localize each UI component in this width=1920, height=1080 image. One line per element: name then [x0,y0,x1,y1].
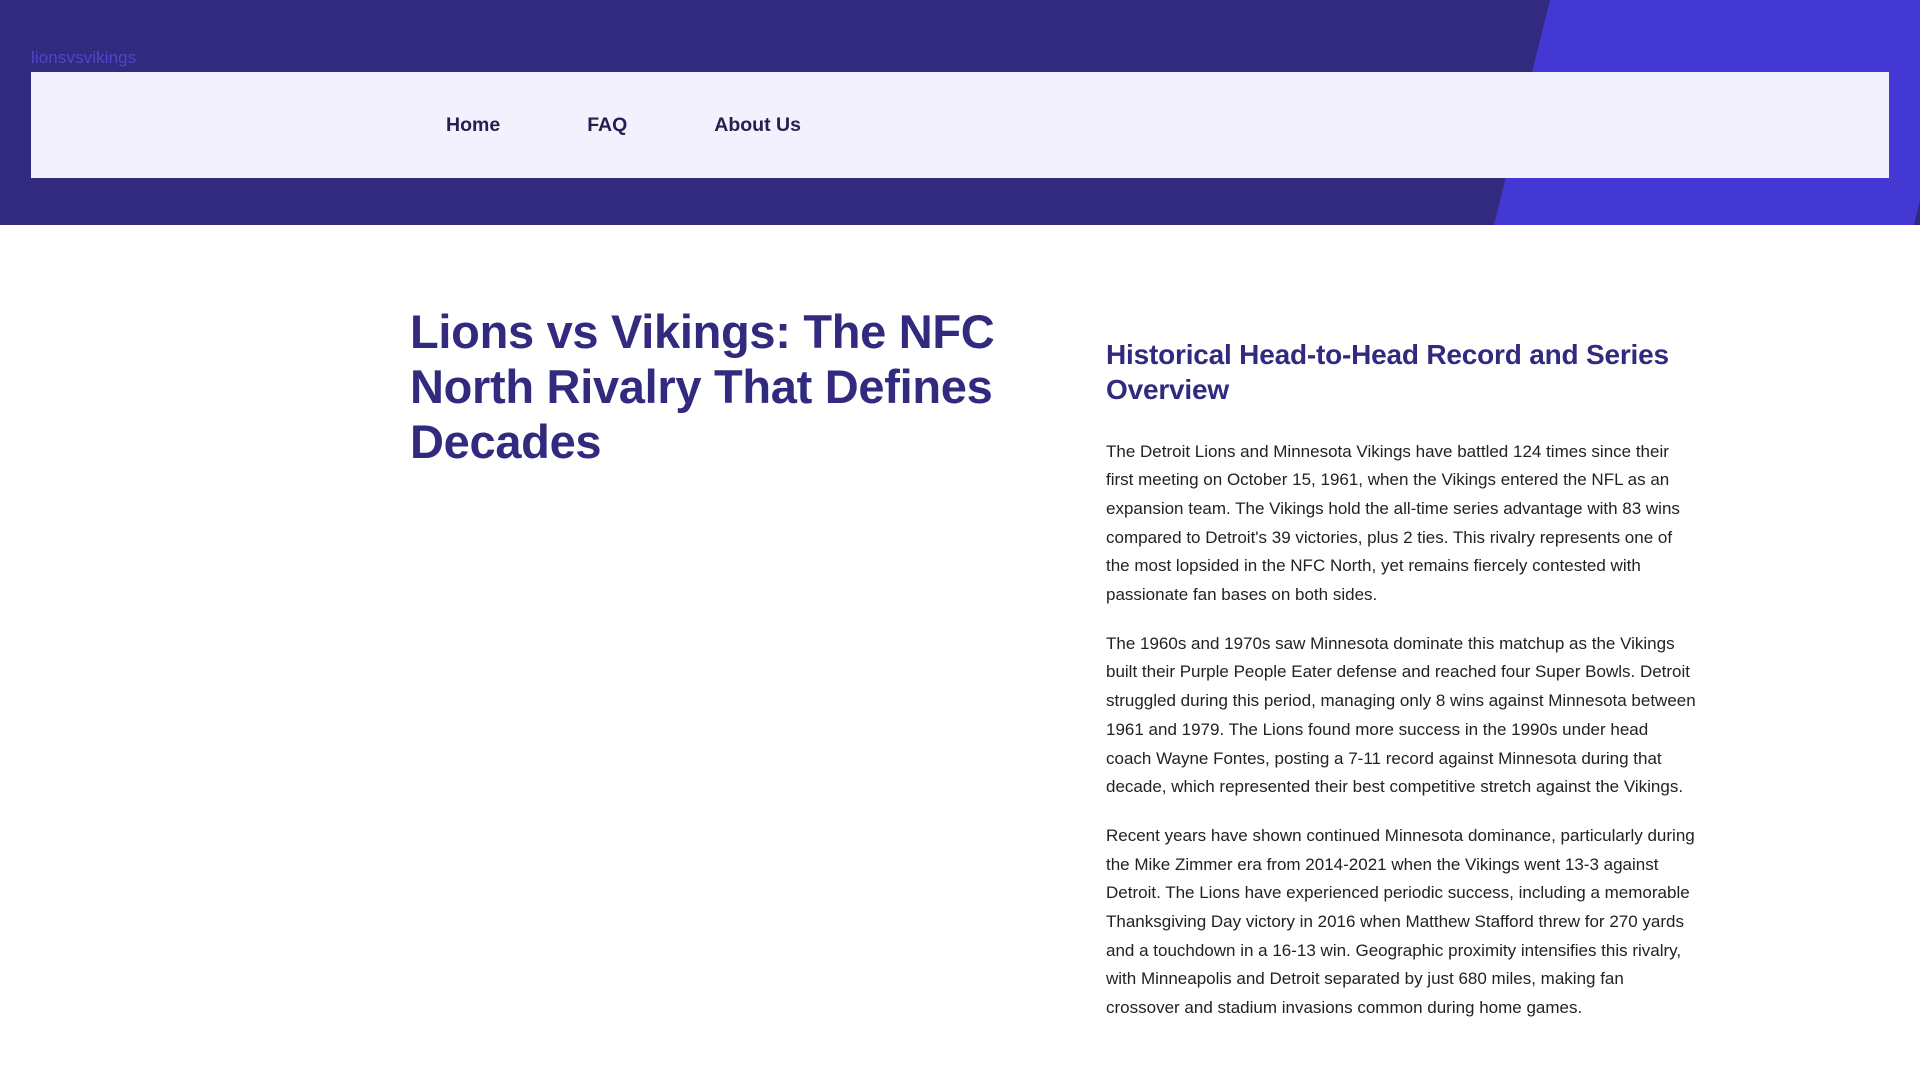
section-heading: Historical Head-to-Head Record and Series Overview [1106,339,1669,406]
article-paragraph: The 1960s and 1970s saw Minnesota dominate this matchup as the Vikings built their Purple People Eater defense and reached four Super Bowls. Detroit struggled during this period, managing only 8 wins against Minnesota between 1961 and 1979. The Lions found more success in the 1990s under head coach Wayne Fontes, posting a 7-11 record against Minnesota during that decade, which represented their best competitive stretch against the Vikings. [1106,633,1696,797]
primary-navigation [31,72,1889,178]
nav-item-faq[interactable]: FAQ [587,113,628,136]
article-paragraph: Recent years have shown continued Minnesota dominance, particularly during the Mike Zimmer era from 2014-2021 when the Vikings went 13-3 against Detroit. The Lions have experienced periodic success, including a memorable Thanksgiving Day victory in 2016 when Matthew Stafford threw for 270 yards and a touchdown in a 16-13 win. Geographic proximity intensifies this rivalry, with Minneapolis and Detroit separated by just 680 miles, making fan crossover and stadium invasions common during home games. [1106,825,1695,1018]
page-title: Lions vs Vikings: The NFC North Rivalry That Defines Decades [410,305,995,468]
content-grid [0,265,1920,1043]
nav-item-about-us[interactable]: About Us [714,113,801,136]
article-column [1106,265,1696,1043]
article-paragraph: The Detroit Lions and Minnesota Vikings have battled 124 times since their first meeting on October 15, 1961, when the Vikings entered the NFL as an expansion team. The Vikings hold the all-time series advantage with 83 wins compared to Detroit's 39 victories, plus 2 ties. This rivalry represents one of the most lopsided in the NFC North, yet remains fiercely contested with passionate fan bases on both sides. [1106,441,1680,605]
title-column [410,265,1010,470]
main-content [0,225,1920,1043]
nav-list [444,108,803,143]
nav-item-home[interactable]: Home [446,113,501,136]
site-header [0,0,1920,225]
site-brand-link[interactable]: lionsvsvikings [31,48,137,67]
